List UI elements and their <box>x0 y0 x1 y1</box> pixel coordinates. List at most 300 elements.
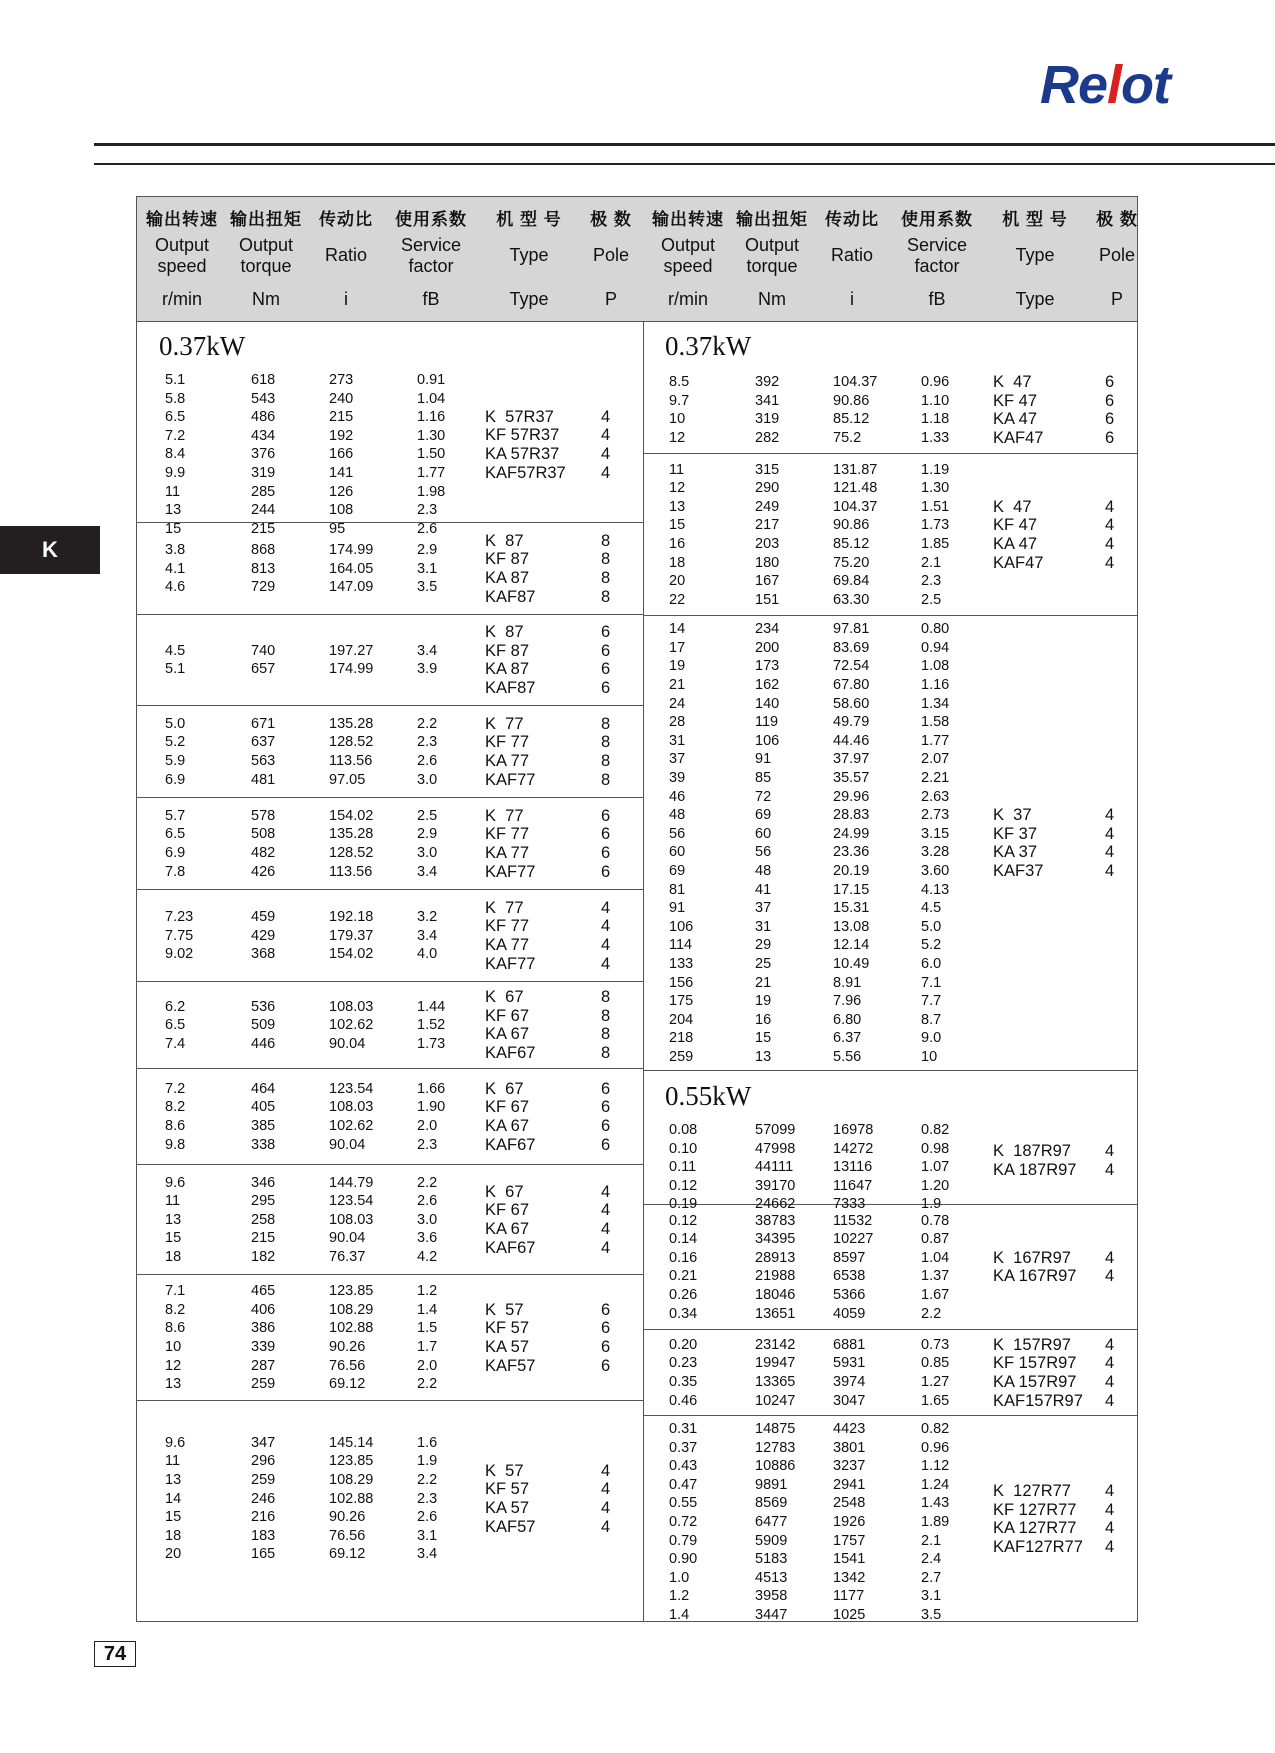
ratio-cell: 128.52 <box>329 734 374 751</box>
pole-cell: 4 <box>1105 1142 1115 1161</box>
torque-cell: 339 <box>251 1338 276 1355</box>
type-cell: K 37 <box>993 806 1032 825</box>
type-values <box>485 408 566 482</box>
pole-cell: 6 <box>601 1337 611 1356</box>
fb-cell: 4.13 <box>921 881 950 898</box>
torque-cell: 165 <box>251 1546 276 1563</box>
type-cell: K 77 <box>485 898 524 917</box>
fb-cell: 2.6 <box>417 752 438 769</box>
torque-cell: 39170 <box>755 1177 796 1194</box>
header-unit-3: fB <box>422 289 440 309</box>
fb-cell: 1.30 <box>417 427 446 444</box>
torque-cell: 25 <box>755 955 772 972</box>
speed-cell: 8.2 <box>165 1099 186 1116</box>
fb-cell: 1.27 <box>921 1373 950 1390</box>
ratio-cell: 145.14 <box>329 1434 374 1451</box>
speed-values <box>165 642 185 679</box>
header-rule-top <box>94 143 1275 146</box>
ratio-cell: 108.29 <box>329 1472 374 1489</box>
fb-values <box>417 807 437 881</box>
ratio-cell: 76.56 <box>329 1357 366 1374</box>
type-values <box>485 532 535 606</box>
pole-values <box>601 715 610 789</box>
torque-cell: 258 <box>251 1211 276 1228</box>
fb-values <box>417 642 437 679</box>
ratio-cell: 90.04 <box>329 1136 366 1153</box>
fb-cell: 2.3 <box>921 573 942 590</box>
type-cell: KAF57R37 <box>485 463 566 482</box>
speed-cell: 14 <box>165 1490 182 1507</box>
fb-cell: 1.65 <box>921 1392 950 1409</box>
header-unit-2: i <box>344 289 348 309</box>
speed-cell: 1.4 <box>669 1606 690 1623</box>
ratio-cell: 5931 <box>833 1355 866 1372</box>
table-group <box>643 1071 1137 1213</box>
pole-cell: 6 <box>601 843 611 862</box>
fb-cell: 2.3 <box>417 502 438 519</box>
header-en-5: Pole <box>592 245 630 265</box>
ratio-cell: 113.56 <box>329 863 373 880</box>
torque-cell: 287 <box>251 1357 276 1374</box>
pole-values <box>601 623 610 697</box>
fb-cell: 1.7 <box>417 1338 438 1355</box>
type-cell: KAF127R77 <box>993 1538 1083 1557</box>
speed-values <box>165 371 185 538</box>
speed-cell: 15 <box>165 1230 182 1247</box>
type-cell: KA 67 <box>485 1219 530 1238</box>
torque-cell: 14875 <box>755 1421 796 1437</box>
pole-values <box>1105 1142 1114 1179</box>
torque-cell: 215 <box>251 520 276 537</box>
fb-cell: 3.5 <box>921 1606 942 1623</box>
pole-cell: 6 <box>601 825 611 844</box>
section-tab-k[interactable]: K <box>0 526 100 574</box>
speed-cell: 156 <box>669 974 694 991</box>
torque-cell: 23142 <box>755 1336 796 1353</box>
fb-cell: 1.77 <box>417 464 446 481</box>
speed-cell: 11 <box>165 1453 181 1470</box>
torque-values <box>755 373 779 447</box>
speed-cell: 6.5 <box>165 409 186 426</box>
fb-cell: 4.2 <box>417 1248 438 1265</box>
type-cell: K 67 <box>485 1182 524 1201</box>
fb-cell: 0.80 <box>921 621 950 638</box>
pole-cell: 8 <box>601 751 611 770</box>
table-group <box>137 1069 643 1165</box>
pole-cell: 4 <box>601 1238 611 1257</box>
speed-cell: 81 <box>669 881 686 898</box>
fb-cell: 2.4 <box>921 1551 942 1568</box>
fb-cell: 2.2 <box>417 1472 438 1489</box>
fb-cell: 2.2 <box>417 1376 438 1393</box>
ratio-cell: 128.52 <box>329 844 374 861</box>
fb-cell: 1.12 <box>921 1458 950 1475</box>
fb-cell: 1.30 <box>921 480 950 497</box>
torque-cell: 536 <box>251 998 276 1015</box>
speed-cell: 4.1 <box>165 560 186 577</box>
speed-values <box>669 373 689 447</box>
power-rating: 0.37kW <box>159 331 246 361</box>
speed-cell: 114 <box>669 937 693 954</box>
speed-cell: 39 <box>669 770 686 787</box>
fb-cell: 10 <box>921 1048 938 1065</box>
type-cell: KA 77 <box>485 935 530 954</box>
fb-cell: 1.18 <box>921 411 950 428</box>
header-cn-4: 机 型 号 <box>1002 210 1068 229</box>
type-values <box>485 807 535 881</box>
ratio-cell: 97.05 <box>329 771 366 788</box>
torque-cell: 813 <box>251 560 276 577</box>
type-cell: KA 157R97 <box>993 1372 1077 1391</box>
fb-cell: 3.4 <box>417 863 438 880</box>
type-cell: KA 187R97 <box>993 1160 1077 1179</box>
type-cell: KF 37 <box>993 824 1038 843</box>
torque-cell: 5909 <box>755 1532 788 1549</box>
ratio-values <box>329 1282 373 1394</box>
type-values <box>993 1142 1076 1179</box>
torque-cell: 24662 <box>755 1196 796 1213</box>
ratio-cell: 240 <box>329 390 354 407</box>
type-cell: K 87 <box>485 531 524 550</box>
torque-cell: 249 <box>755 498 780 515</box>
ratio-cell: 7.96 <box>833 993 862 1010</box>
fb-cell: 1.58 <box>921 714 950 731</box>
speed-cell: 18 <box>165 1248 182 1265</box>
pole-cell: 6 <box>601 1356 611 1375</box>
pole-values <box>1105 1249 1114 1286</box>
torque-cell: 183 <box>251 1527 276 1544</box>
type-cell: KA 77 <box>485 843 530 862</box>
speed-cell: 3.8 <box>165 542 186 559</box>
table-group <box>137 798 643 890</box>
fb-cell: 1.16 <box>417 409 446 426</box>
pole-values <box>1105 1336 1114 1410</box>
fb-cell: 0.91 <box>417 372 446 388</box>
type-cell: KF 87 <box>485 641 530 660</box>
speed-cell: 46 <box>669 788 686 805</box>
fb-cell: 3.0 <box>417 771 438 788</box>
pole-cell: 4 <box>601 917 611 936</box>
fb-cell: 0.96 <box>921 1439 950 1456</box>
ratio-cell: 4059 <box>833 1305 866 1322</box>
pole-cell: 8 <box>601 714 611 733</box>
speed-cell: 56 <box>669 825 686 842</box>
torque-cell: 637 <box>251 734 276 751</box>
power-rating: 0.37kW <box>665 331 752 361</box>
torque-cell: 13365 <box>755 1373 796 1390</box>
fb-cell: 0.94 <box>921 639 950 656</box>
ratio-cell: 108.03 <box>329 998 374 1015</box>
ratio-cell: 3974 <box>833 1373 866 1390</box>
fb-cell: 0.82 <box>921 1122 950 1138</box>
fb-cell: 1.08 <box>921 658 950 675</box>
pole-cell: 8 <box>601 568 611 587</box>
type-cell: K 87 <box>485 623 524 642</box>
torque-values <box>755 1212 795 1324</box>
fb-cell: 1.07 <box>921 1159 950 1176</box>
ratio-cell: 102.88 <box>329 1490 374 1507</box>
torque-values <box>755 461 779 610</box>
torque-values <box>251 807 275 881</box>
type-values <box>993 1482 1083 1556</box>
fb-cell: 2.9 <box>417 542 438 559</box>
type-cell: KAF87 <box>485 679 536 698</box>
fb-cell: 9.0 <box>921 1030 942 1047</box>
speed-cell: 9.8 <box>165 1136 186 1153</box>
pole-values <box>601 1462 610 1536</box>
torque-cell: 56 <box>755 844 772 861</box>
type-cell: KF 67 <box>485 1201 530 1220</box>
table-group <box>643 321 1137 454</box>
torque-values <box>251 1174 275 1267</box>
pole-cell: 4 <box>1105 843 1115 862</box>
ratio-cell: 108.03 <box>329 1211 374 1228</box>
speed-cell: 4.6 <box>165 579 186 596</box>
type-values <box>485 623 535 697</box>
ratio-cell: 75.2 <box>833 430 862 447</box>
torque-cell: 162 <box>755 677 780 694</box>
ratio-cell: 90.04 <box>329 1230 366 1247</box>
header-cn-3: 使用系数 <box>901 210 973 229</box>
fb-cell: 3.60 <box>921 863 950 880</box>
speed-cell: 0.12 <box>669 1212 698 1229</box>
fb-cell: 3.4 <box>417 927 438 944</box>
type-cell: KAF57 <box>485 1517 536 1536</box>
speed-values <box>165 998 185 1054</box>
torque-cell: 481 <box>251 771 276 788</box>
speed-cell: 0.55 <box>669 1495 698 1512</box>
type-cell: KA 57 <box>485 1498 530 1517</box>
pole-cell: 4 <box>1105 1354 1115 1373</box>
table-header-left <box>137 197 643 322</box>
header-unit-2: i <box>850 289 854 309</box>
ratio-cell: 104.37 <box>833 374 878 391</box>
ratio-cell: 35.57 <box>833 770 870 787</box>
torque-cell: 9891 <box>755 1476 788 1493</box>
relot-logo: Relot <box>1040 55 1171 115</box>
torque-cell: 140 <box>755 695 780 712</box>
type-cell: KA 47 <box>993 534 1038 553</box>
fb-cell: 1.67 <box>921 1287 950 1304</box>
fb-cell: 1.5 <box>417 1320 438 1337</box>
torque-values <box>755 620 779 1066</box>
fb-cell: 3.4 <box>417 642 438 659</box>
fb-cell: 3.6 <box>417 1230 438 1247</box>
pole-cell: 6 <box>601 660 611 679</box>
type-cell: KAF157R97 <box>993 1391 1083 1410</box>
type-values <box>993 806 1043 880</box>
header-en-3: Service factor <box>906 235 968 276</box>
ratio-cell: 1757 <box>833 1532 866 1549</box>
ratio-cell: 3047 <box>833 1392 866 1409</box>
ratio-cell: 6881 <box>833 1336 866 1353</box>
header-unit-0: r/min <box>162 289 202 309</box>
pole-cell: 6 <box>601 623 611 642</box>
fb-cell: 2.21 <box>921 770 950 787</box>
torque-cell: 671 <box>251 715 276 732</box>
ratio-values <box>833 373 877 447</box>
speed-cell: 0.79 <box>669 1532 698 1549</box>
type-values <box>485 1183 535 1257</box>
header-en-2: Ratio <box>830 245 874 265</box>
ratio-cell: 108.03 <box>329 1099 374 1116</box>
pole-cell: 4 <box>1105 806 1115 825</box>
ratio-values <box>833 1336 865 1410</box>
ratio-cell: 95 <box>329 520 346 537</box>
fb-cell: 0.96 <box>921 374 950 391</box>
torque-cell: 259 <box>251 1376 276 1393</box>
type-cell: KA 37 <box>993 843 1038 862</box>
ratio-cell: 123.85 <box>329 1283 374 1300</box>
table-group <box>643 1205 1137 1330</box>
type-cell: KA 67 <box>485 1025 530 1044</box>
ratio-cell: 102.62 <box>329 1117 374 1134</box>
torque-cell: 657 <box>251 661 276 678</box>
speed-cell: 0.35 <box>669 1373 698 1390</box>
header-unit-5: P <box>1110 289 1123 309</box>
speed-values <box>669 1420 697 1625</box>
fb-values <box>921 1420 949 1625</box>
pole-cell: 6 <box>601 1135 611 1154</box>
torque-cell: 446 <box>251 1035 276 1052</box>
fb-cell: 0.85 <box>921 1355 950 1372</box>
fb-cell: 1.9 <box>921 1196 942 1213</box>
speed-cell: 16 <box>669 535 686 552</box>
ratio-values <box>833 1212 873 1324</box>
ratio-cell: 4423 <box>833 1421 866 1437</box>
speed-cell: 22 <box>669 591 686 608</box>
fb-cell: 1.19 <box>921 461 950 478</box>
speed-cell: 9.9 <box>165 464 186 481</box>
fb-cell: 7.1 <box>921 974 942 991</box>
type-cell: KF 87 <box>485 550 530 569</box>
fb-values <box>921 620 949 1066</box>
torque-cell: 385 <box>251 1117 276 1134</box>
ratio-cell: 121.48 <box>833 480 878 497</box>
pole-values <box>1105 373 1114 447</box>
torque-cell: 486 <box>251 409 276 426</box>
speed-cell: 24 <box>669 695 686 712</box>
header-unit-4: Type <box>1015 289 1055 309</box>
speed-cell: 0.31 <box>669 1421 698 1437</box>
ratio-cell: 104.37 <box>833 498 878 515</box>
ratio-cell: 85.12 <box>833 411 870 428</box>
torque-cell: 464 <box>251 1080 276 1097</box>
torque-cell: 91 <box>755 751 772 768</box>
pole-values <box>601 807 610 881</box>
header-cn-2: 传动比 <box>825 210 879 229</box>
ratio-values <box>329 715 373 789</box>
ratio-cell: 83.69 <box>833 639 870 656</box>
type-cell: KF 67 <box>485 1098 530 1117</box>
torque-cell: 4513 <box>755 1569 788 1586</box>
speed-cell: 14 <box>669 621 686 638</box>
ratio-values <box>329 1080 373 1154</box>
ratio-cell: 215 <box>329 409 354 426</box>
torque-values <box>251 998 275 1054</box>
type-values <box>993 498 1043 572</box>
header-cn-5: 极 数 <box>590 210 632 229</box>
speed-cell: 12 <box>669 430 686 447</box>
pole-cell: 4 <box>601 935 611 954</box>
type-values <box>485 988 535 1062</box>
page-number: 74 <box>94 1641 136 1667</box>
ratio-cell: 20.19 <box>833 863 870 880</box>
type-cell: K 77 <box>485 714 524 733</box>
table-group <box>643 616 1137 1071</box>
pole-cell: 4 <box>1105 1160 1115 1179</box>
torque-cell: 319 <box>251 464 276 481</box>
torque-cell: 563 <box>251 752 276 769</box>
ratio-cell: 16978 <box>833 1122 874 1138</box>
type-cell: KF 127R77 <box>993 1500 1077 1519</box>
pole-cell: 4 <box>1105 824 1115 843</box>
type-cell: K 57 <box>485 1300 524 1319</box>
fb-cell: 3.28 <box>921 844 950 861</box>
speed-values <box>669 1212 697 1324</box>
type-cell: KF 157R97 <box>993 1354 1077 1373</box>
torque-cell: 10886 <box>755 1458 796 1475</box>
ratio-cell: 44.46 <box>833 732 870 749</box>
torque-values <box>251 1282 275 1394</box>
ratio-cell: 69.12 <box>329 1376 366 1393</box>
ratio-cell: 164.05 <box>329 560 374 577</box>
ratio-cell: 5.56 <box>833 1048 862 1065</box>
speed-cell: 10 <box>669 411 686 428</box>
ratio-cell: 67.80 <box>833 677 870 694</box>
ratio-values <box>833 620 869 1066</box>
torque-cell: 37 <box>755 900 772 917</box>
ratio-values <box>329 541 373 597</box>
speed-cell: 5.1 <box>165 661 186 678</box>
fb-cell: 1.4 <box>417 1301 438 1318</box>
ratio-cell: 28.83 <box>833 807 870 824</box>
ratio-cell: 197.27 <box>329 642 374 659</box>
speed-cell: 218 <box>669 1030 694 1047</box>
speed-cell: 37 <box>669 751 686 768</box>
torque-cell: 482 <box>251 844 276 861</box>
pole-cell: 4 <box>601 1480 611 1499</box>
gearmotor-selection-table <box>136 196 1138 1622</box>
speed-cell: 48 <box>669 807 686 824</box>
pole-cell: 4 <box>601 1498 611 1517</box>
pole-cell: 4 <box>601 426 611 445</box>
ratio-cell: 6538 <box>833 1268 866 1285</box>
speed-cell: 19 <box>669 658 686 675</box>
type-values <box>485 899 535 973</box>
torque-values <box>251 1434 275 1564</box>
table-group <box>643 1416 1137 1623</box>
fb-cell: 1.90 <box>417 1099 446 1116</box>
speed-cell: 31 <box>669 732 686 749</box>
pole-cell: 4 <box>1105 1482 1115 1501</box>
header-en-0: Output speed <box>154 235 210 276</box>
pole-cell: 4 <box>1105 1519 1115 1538</box>
pole-values <box>601 1301 610 1375</box>
torque-cell: 3447 <box>755 1606 788 1623</box>
pole-values <box>601 532 610 606</box>
ratio-cell: 135.28 <box>329 715 374 732</box>
speed-cell: 7.1 <box>165 1283 186 1300</box>
pole-cell: 8 <box>601 531 611 550</box>
fb-cell: 2.2 <box>921 1305 942 1322</box>
speed-cell: 6.9 <box>165 771 186 788</box>
pole-cell: 8 <box>601 988 611 1007</box>
torque-cell: 259 <box>251 1472 276 1489</box>
type-cell: KA 77 <box>485 751 530 770</box>
torque-cell: 12783 <box>755 1439 796 1456</box>
ratio-cell: 75.20 <box>833 554 870 571</box>
